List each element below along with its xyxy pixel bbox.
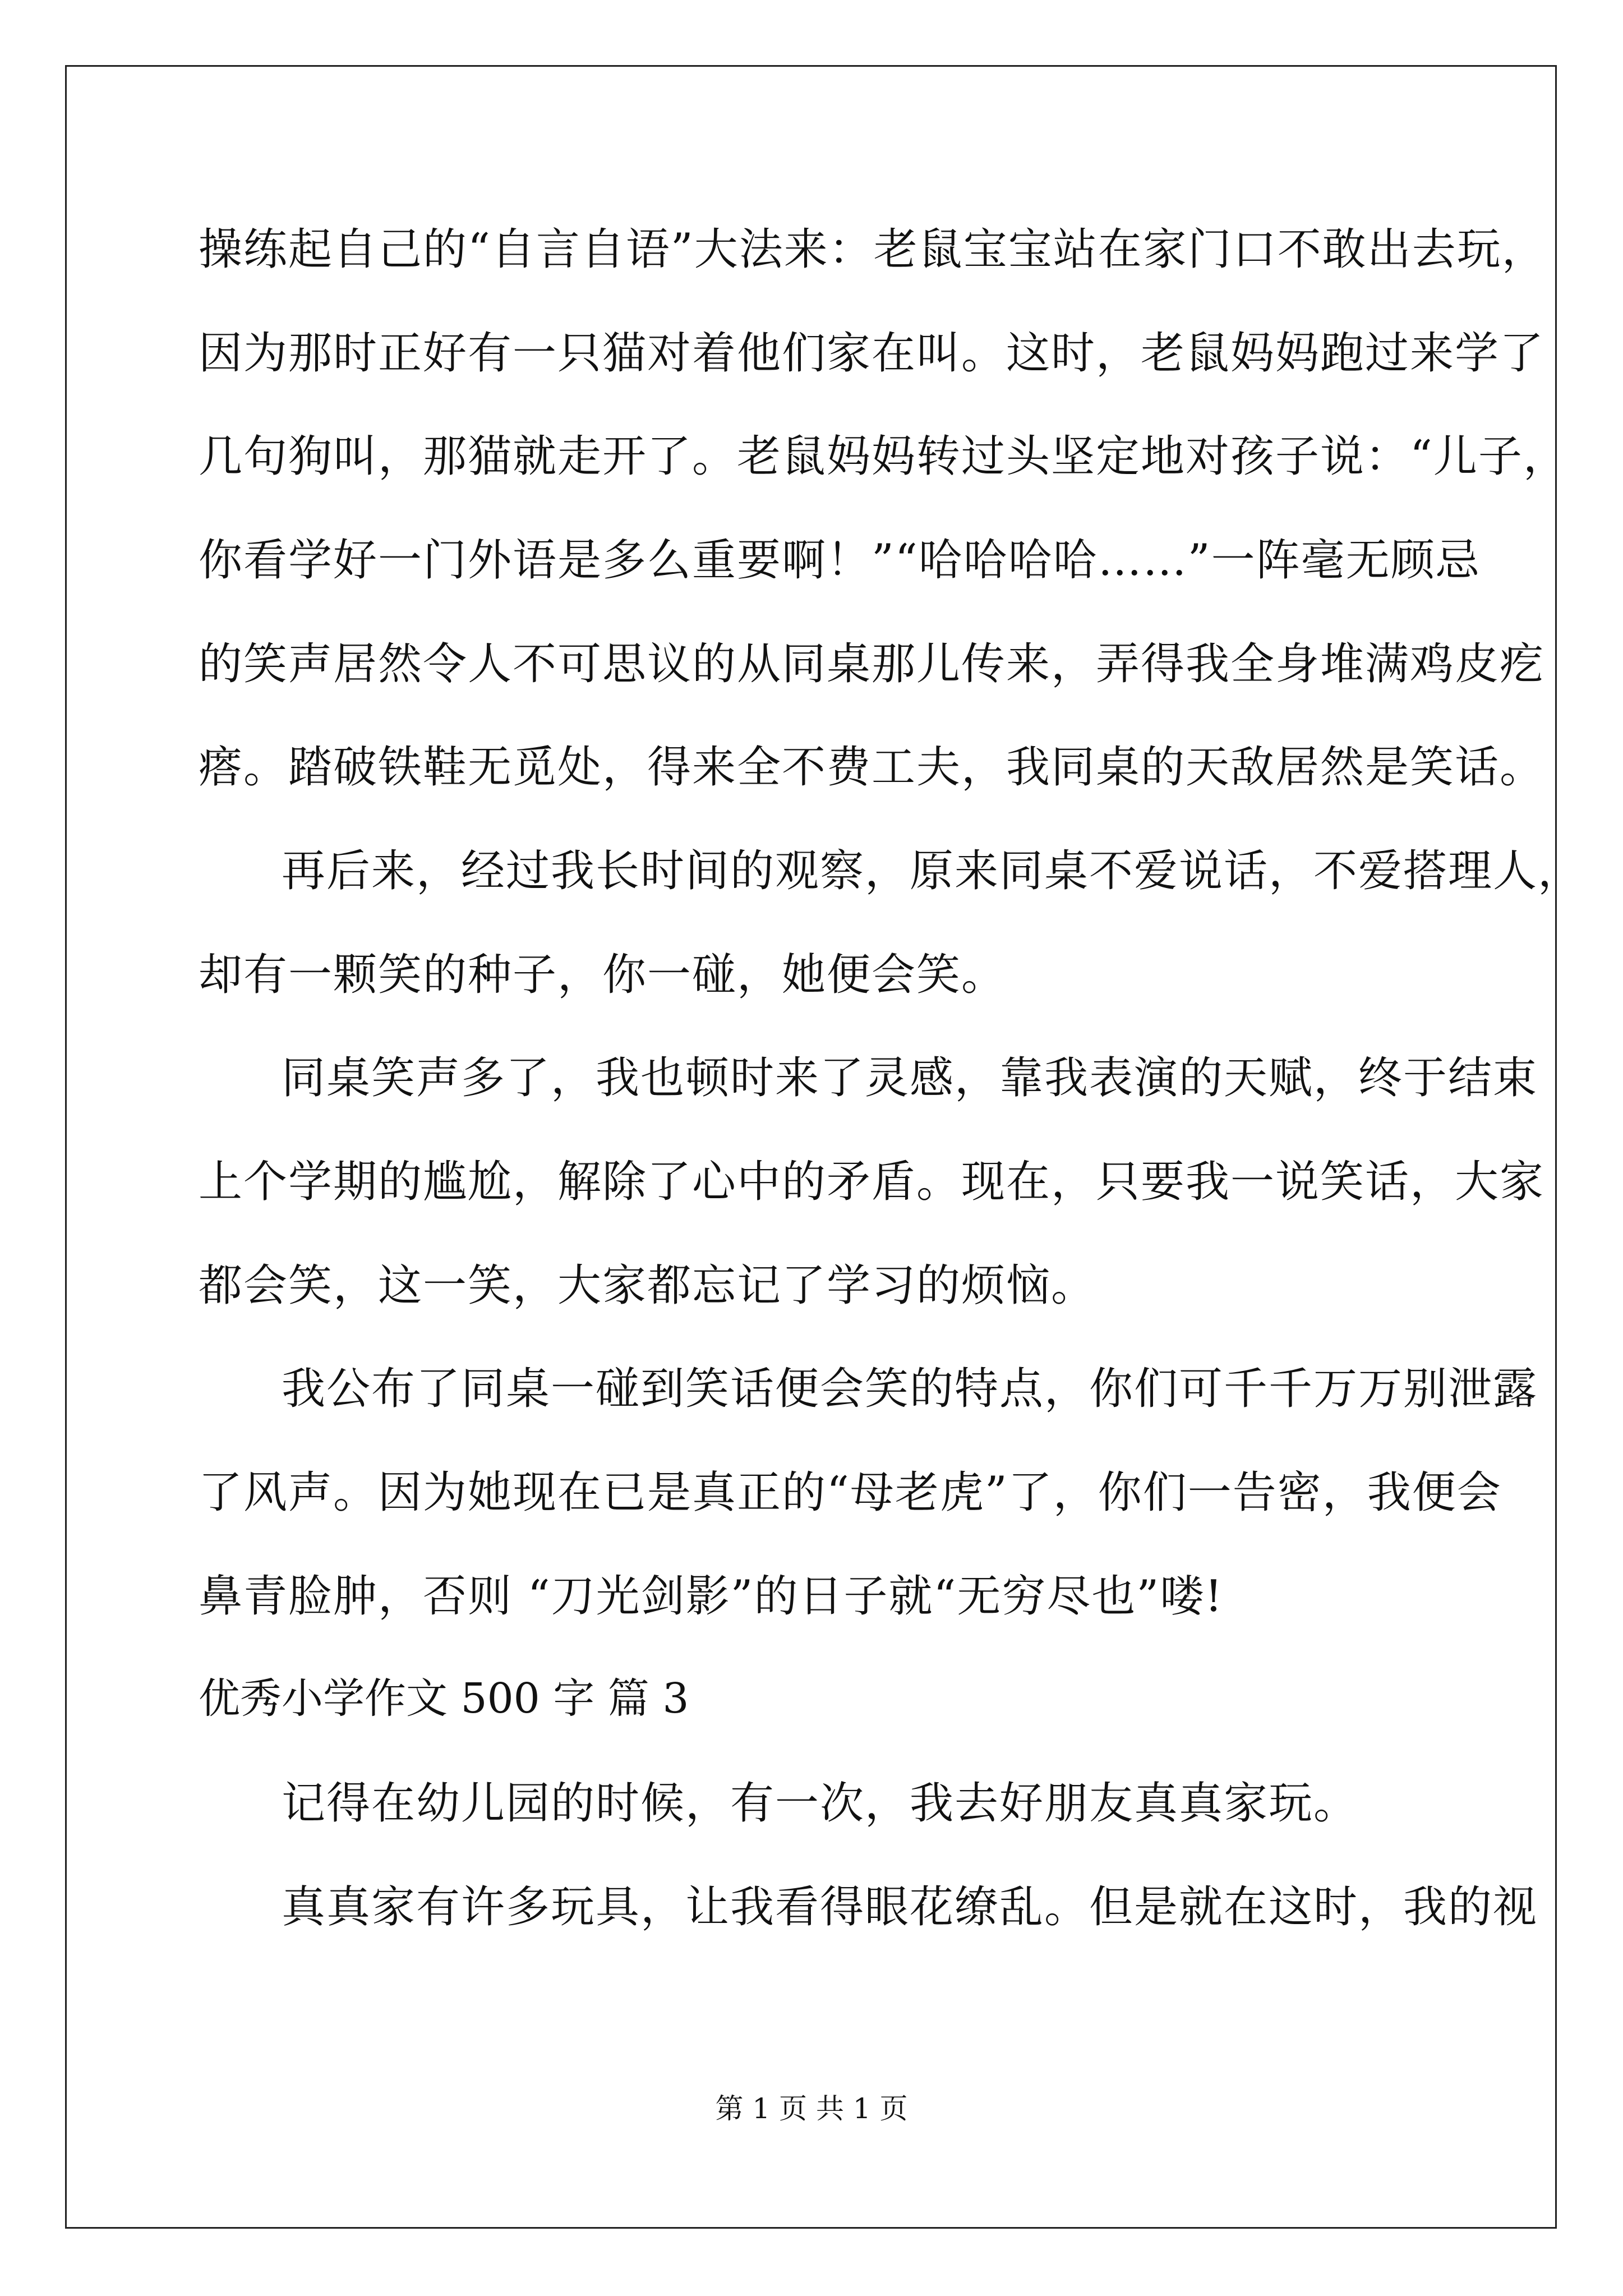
text-line: 你看学好一门外语是多么重要啊！”“哈哈哈哈……”一阵毫无顾忌 xyxy=(199,535,1481,586)
page-footer: 第 1 页 共 1 页 xyxy=(715,2092,908,2125)
paragraph-first-line: 记得在幼儿园的时候，有一次，我去好朋友真真家玩。 xyxy=(282,1778,1359,1829)
paragraph-first-line: 同桌笑声多了，我也顿时来了灵感，靠我表演的天赋，终于结束 xyxy=(282,1053,1538,1103)
text-line: 上个学期的尴尬，解除了心中的矛盾。现在，只要我一说笑话，大家 xyxy=(199,1157,1545,1207)
text-line: 几句狗叫，那猫就走开了。老鼠妈妈转过头坚定地对孩子说：“儿子， xyxy=(199,431,1568,482)
text-line: 操练起自己的“自言自语”大法来：老鼠宝宝站在家门口不敢出去玩， xyxy=(199,224,1547,275)
text-line: 瘩。踏破铁鞋无觅处，得来全不费工夫，我同桌的天敌居然是笑话。 xyxy=(199,742,1545,793)
text-line: 却有一颗笑的种子，你一碰，她便会笑。 xyxy=(199,950,1007,1000)
paragraph-first-line: 再后来，经过我长时间的观察，原来同桌不爱说话，不爱搭理人， xyxy=(282,846,1583,896)
text-line: 了风声。因为她现在已是真正的“母老虎”了，你们一告密，我便会 xyxy=(199,1467,1502,1518)
text-line: 都会笑，这一笑，大家都忘记了学习的烦恼。 xyxy=(199,1260,1096,1311)
section-heading: 优秀小学作文 500 字 篇 3 xyxy=(199,1674,689,1723)
text-line: 因为那时正好有一只猫对着他们家在叫。这时，老鼠妈妈跑过来学了 xyxy=(199,328,1545,379)
paragraph-first-line: 我公布了同桌一碰到笑话便会笑的特点，你们可千千万万别泄露 xyxy=(282,1364,1538,1414)
paragraph-first-line: 真真家有许多玩具，让我看得眼花缭乱。但是就在这时，我的视 xyxy=(282,1882,1538,1932)
text-line: 的笑声居然令人不可思议的从同桌那儿传来，弄得我全身堆满鸡皮疙 xyxy=(199,639,1545,689)
text-line: 鼻青脸肿，否则 “刀光剑影”的日子就“无穷尽也”喽! xyxy=(199,1571,1224,1622)
